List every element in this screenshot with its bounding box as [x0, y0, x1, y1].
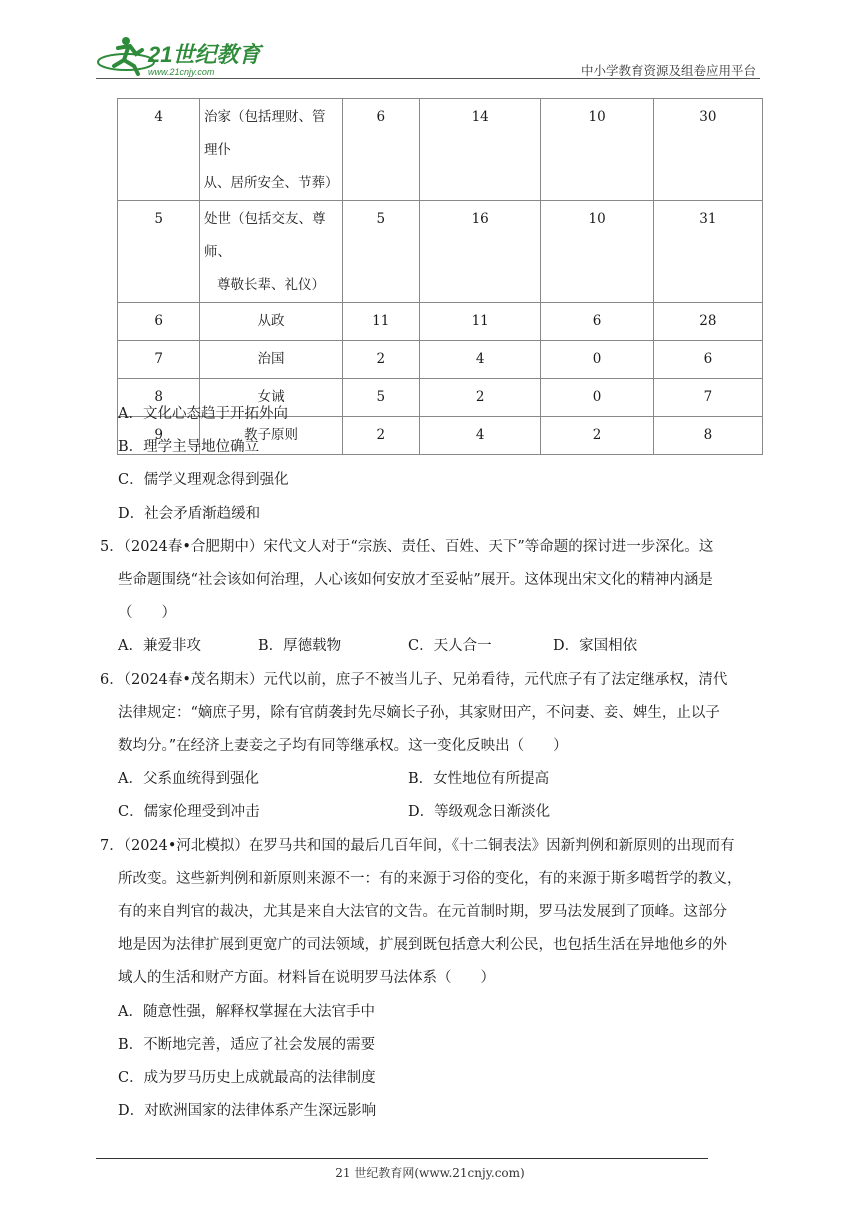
cell-value: 2: [342, 417, 419, 455]
q4-option-a: A．文化心态趋于开拓外向: [118, 406, 288, 422]
cell-no: 8: [118, 379, 200, 417]
q6-stem-line: 法律规定：“嫡庶子男，除有官荫袭封先尽嫡长子孙，其家财田产，不问妻、妾、婢生，止以子: [118, 704, 720, 721]
q6-options-row-1: [118, 763, 764, 796]
q5-stem-line: 些命题围绕“社会该如何治理，人心该如何安放才至妥帖”展开。这体现出宋文化的精神内涵是: [118, 572, 713, 589]
cell-item: 从政: [200, 303, 342, 341]
svg-text:21世纪教育: 21世纪教育: [148, 42, 261, 67]
table-row: [118, 341, 763, 379]
cell-item: 治国: [200, 341, 342, 379]
cell-value: 0: [541, 341, 653, 379]
q4-option-d: D．社会矛盾渐趋缓和: [118, 505, 261, 522]
cell-value: 31: [653, 201, 762, 303]
platform-name: 中小学教育资源及组卷应用平台: [580, 63, 756, 78]
question-7: [100, 830, 764, 996]
cell-item: 女诫: [200, 379, 342, 417]
cell-value: 11: [419, 303, 541, 341]
q7-stem-line: 7．（2024•河北模拟）在罗马共和国的最后几百年间，《十二铜表法》因新判例和新原则的出现而有: [100, 837, 735, 854]
cell-value: 2: [541, 417, 653, 455]
q6-option-d: D．等级观念日渐淡化: [408, 804, 551, 821]
cell-value: 10: [541, 99, 653, 201]
q7-stem-line: 地是因为法律扩展到更宽广的司法领域，扩展到既包括意大利公民，也包括生活在异地他乡的外: [118, 937, 727, 954]
q7-stem-line: 域人的生活和财产方面。材料旨在说明罗马法体系（ ）: [118, 970, 495, 987]
cell-item: 教子原则: [200, 417, 342, 455]
cell-value: 2: [419, 379, 541, 417]
q7-option-b: B．不断地完善，适应了社会发展的需要: [118, 1036, 376, 1053]
q5-stem-line: 5．（2024春•合肥期中）宋代文人对于“宗族、责任、百姓、天下”等命题的探讨进一步深化。这: [100, 538, 714, 555]
cell-no: 7: [118, 341, 200, 379]
cell-value: 14: [419, 99, 541, 201]
q6-stem-line: 数均分。”在经济上妻妾之子均有同等继承权。这一变化反映出（ ）: [118, 738, 568, 755]
cell-value: 0: [541, 379, 653, 417]
cell-value: 16: [419, 201, 541, 303]
item-line: 处世（包括交友、尊师、: [204, 211, 326, 260]
question-6: [100, 664, 764, 764]
table-row: [118, 99, 763, 201]
q6-option-b: B．女性地位有所提高: [408, 771, 550, 788]
cell-value: 2: [342, 341, 419, 379]
q5-options: [118, 630, 764, 663]
questions: [100, 398, 764, 1128]
footer-divider: [96, 1158, 708, 1159]
footer-text: 21 世纪教育网(www.21cnjy.com): [335, 1166, 525, 1180]
cell-value: 4: [419, 341, 541, 379]
cell-no: 6: [118, 303, 200, 341]
q7-option-d: D．对欧洲国家的法律体系产生深远影响: [118, 1103, 377, 1120]
page-header: [96, 28, 760, 78]
cell-value: 30: [653, 99, 762, 201]
cell-value: 5: [342, 379, 419, 417]
cell-value: 6: [541, 303, 653, 341]
cell-value: 5: [342, 201, 419, 303]
item-line: 尊敬长辈、礼仪）: [217, 277, 326, 293]
q6-stem-line: 6．（2024春•茂名期末）元代以前，庶子不被当儿子、兄弟看待，元代庶子有了法定继承权，清代: [100, 671, 728, 688]
cell-value: 8: [653, 417, 762, 455]
cell-value: 6: [342, 99, 419, 201]
q6-option-a: A．父系血统得到强化: [118, 771, 259, 788]
q5-option-d: D．家国相依: [553, 638, 638, 655]
item-line: 治家（包括理财、管理仆: [204, 109, 326, 158]
table-row: [118, 201, 763, 303]
cell-value: 7: [653, 379, 762, 417]
cell-no: 9: [118, 417, 200, 455]
cell-item: [200, 201, 342, 303]
q7-stem-line: 有的来自判官的裁决，尤其是来自大法官的文告。在元首制时期，罗马法发展到了顶峰。这部分: [118, 904, 727, 921]
logo-21cnjy: [96, 32, 266, 78]
cell-no: 4: [118, 99, 200, 201]
q5-option-c: C．天人合一: [408, 638, 492, 655]
header-divider: [96, 78, 760, 79]
q4-option-b: B．理学主导地位确立: [118, 439, 260, 456]
cell-value: 4: [419, 417, 541, 455]
cell-item: [200, 99, 342, 201]
question-5: [100, 531, 764, 631]
item-line: 从、居所安全、节葬）: [203, 175, 339, 191]
cell-value: 28: [653, 303, 762, 341]
q7-option-c: C．成为罗马历史上成就最高的法律制度: [118, 1070, 376, 1087]
q4-option-c: C．儒学义理观念得到强化: [118, 472, 289, 489]
q6-option-c: C．儒家伦理受到冲击: [118, 804, 260, 821]
cell-value: 11: [342, 303, 419, 341]
svg-text:www.21cnjy.com: www.21cnjy.com: [148, 67, 215, 77]
q7-option-a: A．随意性强，解释权掌握在大法官手中: [118, 1003, 375, 1020]
q7-stem-line: 所改变。这些新判例和新原则来源不一：有的来源于习俗的变化，有的来源于斯多噶哲学的教义，: [118, 870, 742, 887]
cell-no: 5: [118, 201, 200, 303]
q5-option-b: B．厚德载物: [258, 638, 342, 655]
cell-value: 10: [541, 201, 653, 303]
table-row: [118, 303, 763, 341]
cell-value: 6: [653, 341, 762, 379]
q6-options-row-2: [118, 796, 764, 829]
q5-option-a: A．兼爱非攻: [118, 638, 201, 655]
q5-stem-line: （ ）: [118, 605, 176, 622]
